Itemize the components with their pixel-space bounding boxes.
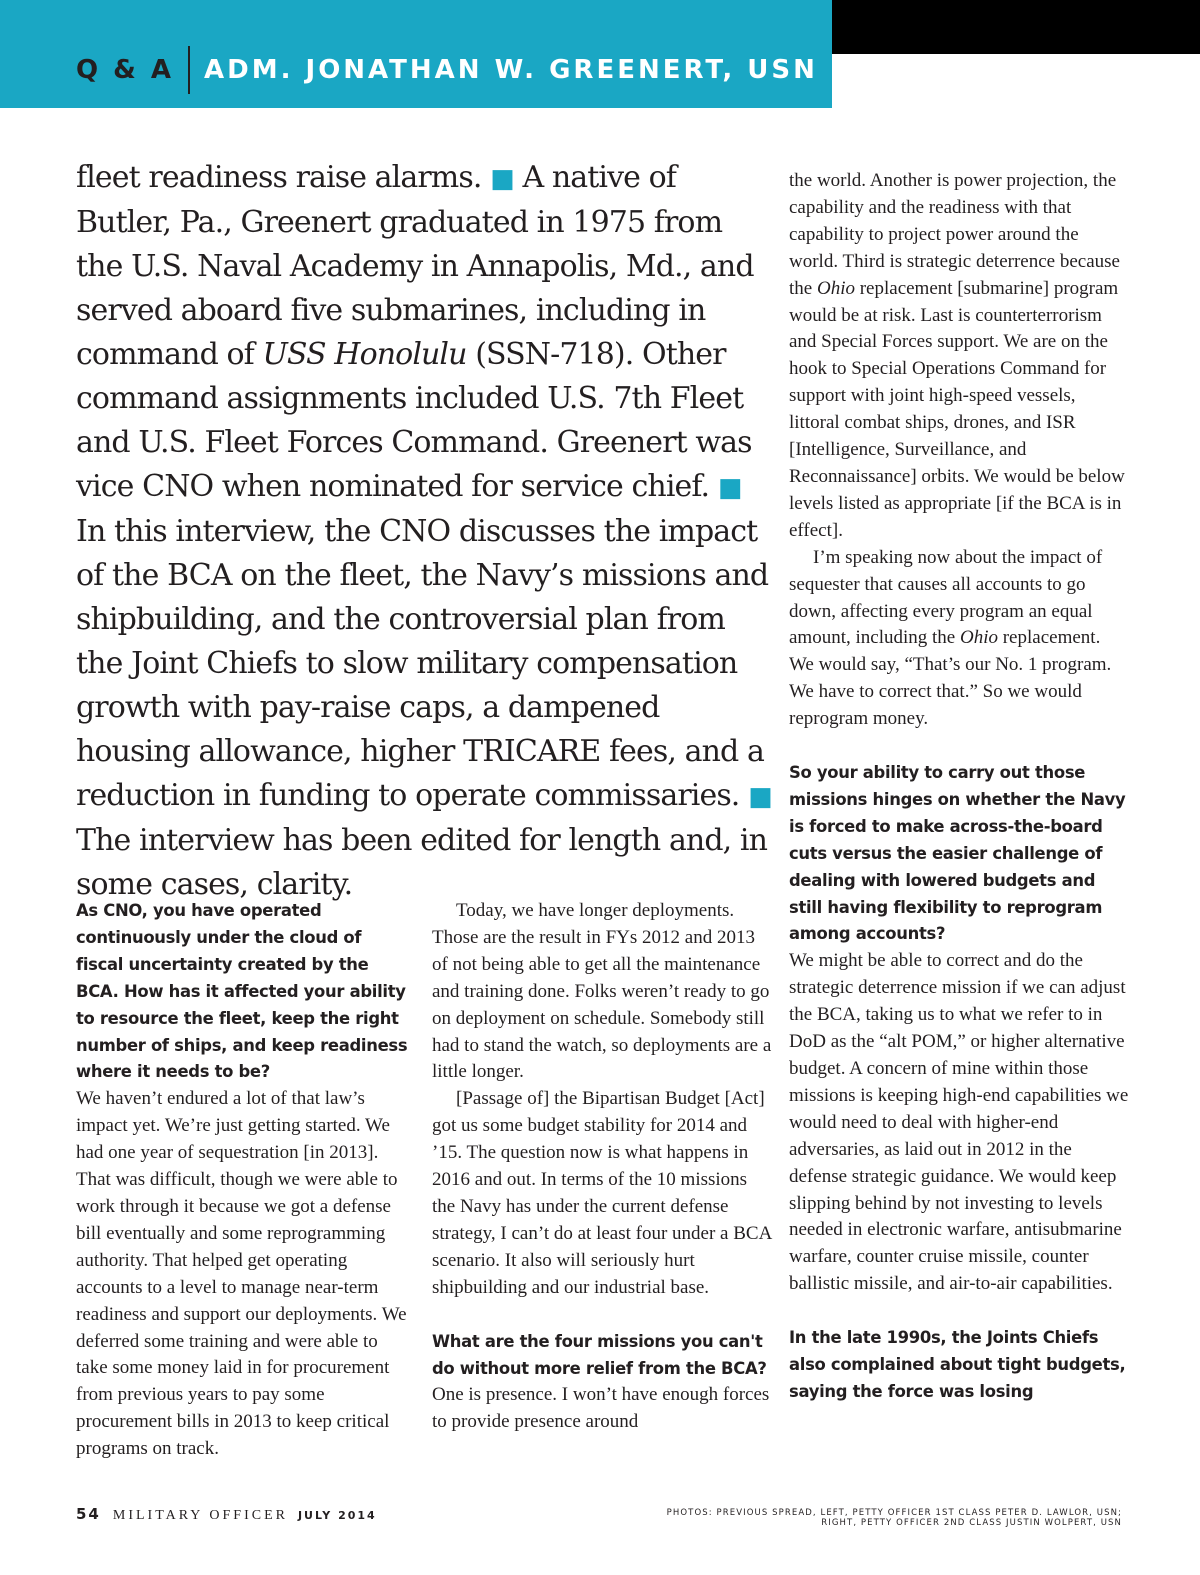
answer-3: We might be able to correct and do the strategic deterrence mission if we can adjust the BCA, taking us to what we refer to in DoD as the “alt POM,” or higher alternative budget. A concern of mine within those missions is keeping high-end capabilities we would need to deal with higher-end adversaries, as laid out in 2012 in the defense strategic guidance. We would keep slipping behind by not investing to levels needed in electronic warfare, antisubmarine warfare, counter cruise missile, counter ballistic missile, and air-to-air capabilities. bbox=[789, 950, 1129, 1295]
bullet-square-icon: ■ bbox=[490, 164, 514, 194]
intro-paragraph-1: A native of Butler, Pa., Greenert graduated in 1975 from the U.S. Naval Academy in Annapolis, Md., and served aboard five submarines, including in command of bbox=[76, 160, 754, 372]
intro-paragraph-3: The interview has been edited for length and, in some cases, clarity. bbox=[76, 823, 768, 902]
section-label: Q & A bbox=[76, 55, 175, 85]
column-1 bbox=[76, 898, 411, 1463]
answer-2-start: One is presence. I won’t have enough forces to provide presence around bbox=[432, 1384, 770, 1433]
answer-2-text-a: the world. Another is power projection, the capability and the readiness with that capability to project power around the world. Third is strategic deterrence because the bbox=[789, 170, 1120, 299]
header-black-bar bbox=[832, 0, 1200, 54]
answer-1-continued-2: [Passage of] the Bipartisan Budget [Act] got us some budget stability for 2014 and ’15. The question now is what happens in 2016 and out. In terms of the 10 missions the Navy has under the current defense strategy, I can’t do at least four under a BCA scenario. It also will seriously hurt shipbuilding and our industrial base. bbox=[432, 1088, 772, 1298]
bullet-square-icon: ■ bbox=[717, 473, 742, 503]
column-3 bbox=[789, 168, 1129, 1406]
answer-1: We haven’t endured a lot of that law’s impact yet. We’re just getting started. We had one year of sequestration [in 2013]. That was difficult, though we were able to work through it because we got a defense bill eventually and some reprogramming authority. That helped get operating accounts to a level to manage near-term readiness and support our deployments. We deferred some training and were able to take some money laid in for procurement from previous years to pay some procurement bills in 2013 to keep critical programs on track. bbox=[76, 1088, 407, 1460]
magazine-name: MILITARY OFFICER bbox=[112, 1508, 288, 1523]
header-divider bbox=[188, 46, 190, 94]
intro-text bbox=[76, 156, 776, 907]
answer-2-p2-text-b: replacement. We would say, “That’s our No. 1 program. We have to correct that.” So we would reprogram money. bbox=[789, 627, 1112, 730]
photo-credits: PHOTOS: PREVIOUS SPREAD, LEFT, PETTY OFFICER 1ST CLASS PETER D. LAWLOR, USN; RIGHT, PETTY OFFICER 2ND CLASS JUSTIN WOLPERT, USN bbox=[666, 1508, 1122, 1528]
intro-paragraph-2: In this interview, the CNO discusses the impact of the BCA on the fleet, the Navy’s missions and shipbuilding, and the controversial plan from the Joint Chiefs to slow military compensation growth with pay-raise caps, a dampened housing allowance, higher TRICARE fees, and a reduction in funding to operate commissaries. bbox=[76, 514, 769, 813]
interviewee-name: ADM. JONATHAN W. GREENERT, USN bbox=[204, 55, 818, 85]
ship-name: USS Honolulu bbox=[262, 337, 467, 372]
issue-date: JULY 2014 bbox=[297, 1509, 377, 1522]
ohio-italic-2: Ohio bbox=[959, 627, 998, 649]
answer-2-p2-text-a: I’m speaking now about the impact of sequester that causes all accounts to go down, affecting every program an equal amount, including the bbox=[789, 546, 1103, 649]
ohio-italic: Ohio bbox=[816, 277, 855, 299]
question-1: As CNO, you have operated continuously under the cloud of fiscal uncertainty created by the BCA. How has it affected your ability to resource the fleet, keep the right number of ships, and keep readiness where it needs to be? bbox=[76, 901, 408, 1082]
section-header bbox=[76, 44, 818, 96]
intro-lead: fleet readiness raise alarms. bbox=[76, 160, 482, 195]
bullet-square-icon: ■ bbox=[748, 782, 772, 812]
answer-2-paragraph-2 bbox=[789, 545, 1129, 733]
question-3: So your ability to carry out those missions hinges on whether the Navy is forced to make across-the-board cuts versus the easier challenge of dealing with lowered budgets and still having flexibility to reprogram among accounts? bbox=[789, 763, 1126, 944]
footer-folio bbox=[76, 1505, 377, 1524]
answer-2-text-b: replacement [submarine] program would be at risk. Last is counterterrorism and Special Forces support. We are on the hook to Special Operations Command for support with joint high-speed vessels, littoral combat ships, drones, and ISR [Intelligence, Surveillance, and Reconnaissance] orbits. We would be below levels listed as appropriate [if the BCA is in effect]. bbox=[789, 277, 1125, 541]
answer-2-continued bbox=[789, 168, 1129, 545]
page-number: 54 bbox=[76, 1505, 101, 1523]
intro-paragraph-1-end: (SSN-718). Other command assignments included U.S. 7th Fleet and U.S. Fleet Forces Command. Greenert was vice CNO when nominated for service chief. bbox=[76, 337, 752, 504]
question-2: What are the four missions you can't do without more relief from the BCA? bbox=[432, 1331, 767, 1378]
column-2 bbox=[432, 898, 772, 1436]
answer-1-continued: Today, we have longer deployments. Those are the result in FYs 2012 and 2013 of not being able to get all the maintenance and training done. Folks weren’t ready to go on deployment on schedule. Somebody still had to stand the watch, so deployments are a little longer. bbox=[432, 900, 772, 1083]
question-4: In the late 1990s, the Joints Chiefs also complained about tight budgets, saying the force was losing bbox=[789, 1328, 1126, 1401]
